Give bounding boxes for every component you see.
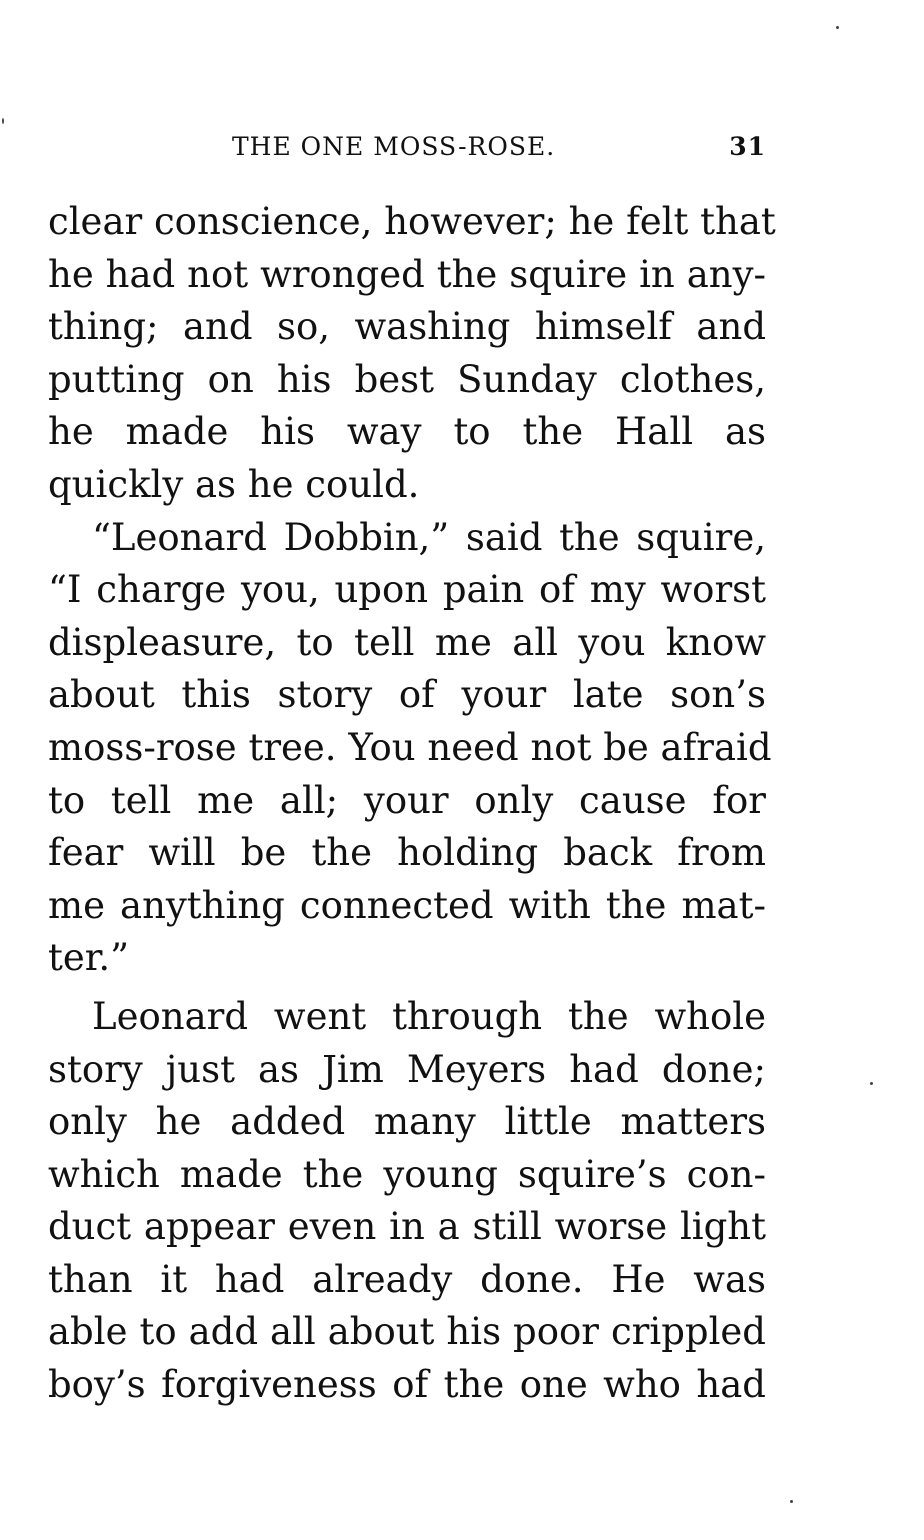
text-line: displeasure, to tell me all you know: [48, 620, 766, 664]
text-line: moss-rose tree. You need not be afraid: [48, 725, 772, 769]
text-line: than it had already done. He was: [48, 1257, 766, 1301]
text-line: he made his way to the Hall as: [48, 410, 766, 454]
text-line: thing; and so, washing himself and: [48, 305, 766, 349]
scan-speck: [836, 26, 839, 29]
text-line: “Leonard Dobbin,” said the squire,: [92, 515, 766, 559]
body-text: [48, 196, 776, 1412]
text-line: duct appear even in a still worse light: [48, 1205, 766, 1249]
text-line: boy’s forgiveness of the one who had: [48, 1363, 766, 1407]
text-line: ter.”: [48, 936, 130, 980]
text-line: which made the young squire’s con-: [48, 1152, 766, 1196]
text-line: clear conscience, however; he felt that: [48, 200, 776, 243]
text-line: only he added many little matters: [48, 1100, 766, 1144]
running-head: [48, 132, 766, 168]
text-line: able to add all about his poor crippled: [48, 1310, 766, 1354]
text-line: quickly as he could.: [48, 462, 420, 506]
text-line: Leonard went through the whole: [92, 994, 766, 1038]
running-title: THE ONE MOSS-ROSE.: [232, 132, 556, 161]
text-line: fear will be the holding back from: [48, 831, 766, 875]
text-line: story just as Jim Meyers had done;: [48, 1047, 766, 1091]
scan-speck: [870, 1082, 873, 1085]
scan-speck: [2, 118, 4, 124]
text-line: putting on his best Sunday clothes,: [48, 357, 766, 401]
page-number: 31: [729, 132, 766, 161]
text-line: “I charge you, upon pain of my worst: [48, 568, 766, 612]
text-line: about this story of your late son’s: [48, 673, 766, 717]
text-line: he had not wronged the squire in any-: [48, 252, 766, 296]
scan-speck: [790, 1500, 793, 1503]
text-line: me anything connected with the mat-: [48, 883, 766, 927]
text-line: to tell me all; your only cause for: [48, 778, 766, 822]
